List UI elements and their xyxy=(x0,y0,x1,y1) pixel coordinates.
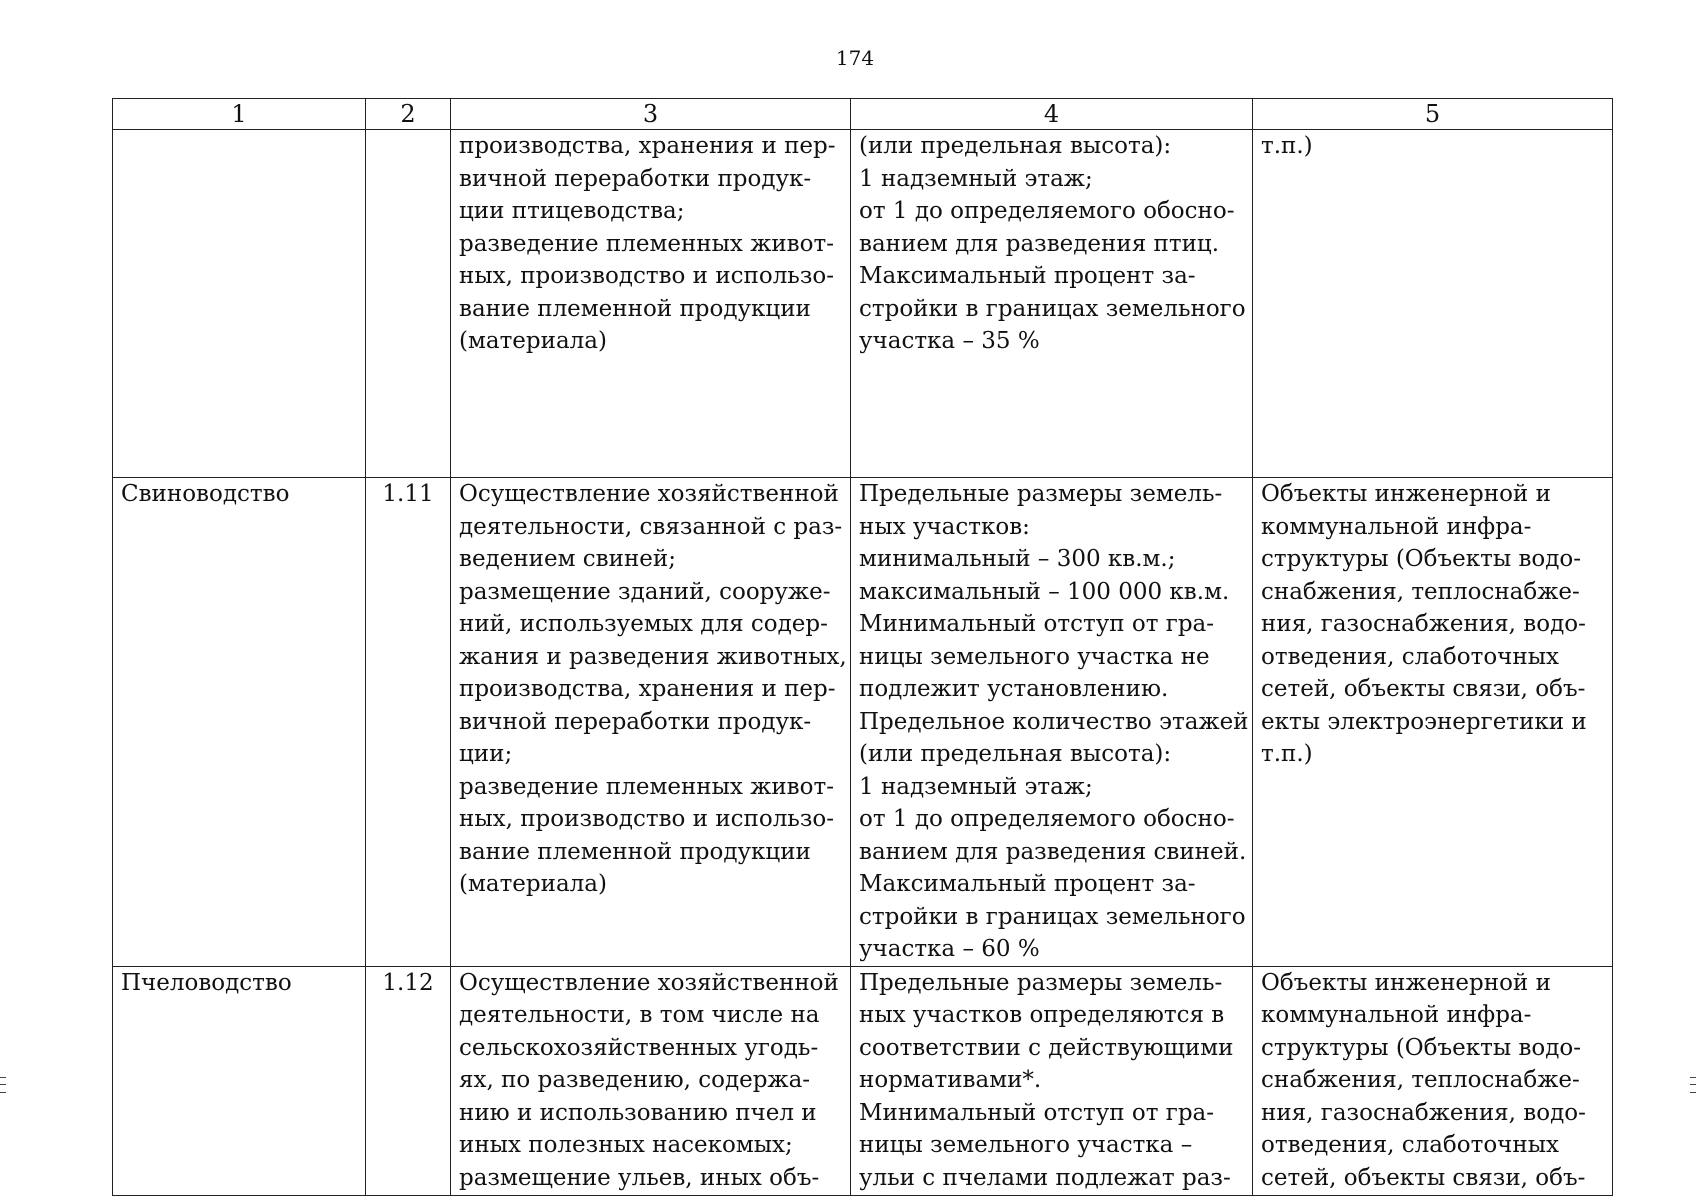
column-header-4: 4 xyxy=(851,99,1253,130)
zoning-regulations-table xyxy=(112,98,1613,1196)
text-line: (или предельная высота): xyxy=(859,741,1172,767)
text-line: стройки в границах земельного xyxy=(859,903,1246,930)
text-line: Осуществление хозяйственной xyxy=(459,969,839,996)
text-line: Максимальный процент за- xyxy=(859,871,1196,897)
text-line: (материала) xyxy=(459,328,607,354)
text-line: 1 надземный этаж; xyxy=(859,165,1093,192)
text-line: деятельности, связанной с раз- xyxy=(459,513,843,540)
text-line: отведения, слаботочных xyxy=(1261,1132,1559,1158)
text-line: ции птицеводства; xyxy=(459,198,685,224)
text-line: иных полезных насекомых; xyxy=(459,1132,793,1158)
land-use-description xyxy=(451,966,851,1195)
text-line: ных, производство и использо- xyxy=(459,263,834,289)
text-line: вичной переработки продук- xyxy=(459,165,812,192)
text-line: Предельные размеры земель- xyxy=(859,481,1223,507)
text-line: сельскохозяйственных угодь- xyxy=(459,1034,819,1061)
table-header-row xyxy=(113,99,1613,130)
text-line: Осуществление хозяйственной xyxy=(459,481,839,507)
text-line: ницы земельного участка не xyxy=(859,643,1210,670)
text-line: ульи с пчелами подлежат раз- xyxy=(859,1164,1231,1191)
text-line: подлежит установлению. xyxy=(859,676,1169,702)
text-line: разведение племенных живот- xyxy=(459,773,834,800)
text-line: (или предельная высота): xyxy=(859,133,1172,159)
text-line: вание племенной продукции xyxy=(459,295,811,322)
text-line: соответствии с действующими xyxy=(859,1034,1234,1061)
text-line: структуры (Объекты водо- xyxy=(1261,546,1582,572)
text-line: снабжения, теплоснабже- xyxy=(1261,578,1580,605)
text-line: сетей, объекты связи, объ- xyxy=(1261,1164,1586,1191)
ancillary-objects xyxy=(1253,130,1613,478)
text-line: сетей, объекты связи, объ- xyxy=(1261,676,1586,702)
text-line: Объекты инженерной и xyxy=(1261,481,1551,507)
text-line: деятельности, в том числе на xyxy=(459,1002,820,1028)
text-line: ных, производство и использо- xyxy=(459,806,834,832)
land-use-description xyxy=(451,130,851,478)
text-line: стройки в границах земельного xyxy=(859,295,1246,322)
column-header-1: 1 xyxy=(113,99,366,130)
text-line: коммунальной инфра- xyxy=(1261,1002,1532,1028)
page-number: 174 xyxy=(835,46,875,70)
text-line: размещение ульев, иных объ- xyxy=(459,1164,820,1191)
table-row-pig-farming xyxy=(113,478,1613,967)
land-use-code xyxy=(366,130,451,478)
text-line: от 1 до определяемого обосно- xyxy=(859,806,1235,832)
text-line: (материала) xyxy=(459,871,607,897)
text-line: вичной переработки продук- xyxy=(459,708,812,735)
text-line: ных участков: xyxy=(859,513,1030,540)
text-line: екты электроэнергетики и xyxy=(1261,708,1587,735)
text-line: участка – 35 % xyxy=(859,328,1040,354)
text-line: разведение племенных живот- xyxy=(459,230,834,257)
text-line: нию и использованию пчел и xyxy=(459,1099,817,1126)
text-line: т.п.) xyxy=(1261,741,1313,767)
text-line: Предельное количество этажей xyxy=(859,708,1249,735)
text-line: Предельные размеры земель- xyxy=(859,969,1223,996)
text-line: от 1 до определяемого обосно- xyxy=(859,198,1235,224)
text-line: размещение зданий, сооруже- xyxy=(459,578,831,605)
text-line: снабжения, теплоснабже- xyxy=(1261,1067,1580,1093)
text-line: производства, хранения и пер- xyxy=(459,676,836,702)
text-line: вание племенной продукции xyxy=(459,838,811,865)
text-line: ванием для разведения свиней. xyxy=(859,838,1247,865)
text-line: структуры (Объекты водо- xyxy=(1261,1034,1582,1061)
column-header-2: 2 xyxy=(366,99,451,130)
table-row-beekeeping xyxy=(113,966,1613,1195)
text-line: жания и разведения животных, xyxy=(459,643,847,670)
scan-edge-mark-right xyxy=(1690,1077,1696,1093)
land-use-name xyxy=(113,130,366,478)
land-use-code: 1.11 xyxy=(366,478,451,967)
land-use-code: 1.12 xyxy=(366,966,451,1195)
text-line: отведения, слаботочных xyxy=(1261,643,1559,670)
table-row-continuation xyxy=(113,130,1613,478)
text-line: ния, газоснабжения, водо- xyxy=(1261,1099,1586,1126)
text-line: ведением свиней; xyxy=(459,546,676,572)
text-line: ницы земельного участка – xyxy=(859,1132,1193,1158)
text-line: ний, используемых для содер- xyxy=(459,611,828,637)
land-use-name: Свиноводство xyxy=(113,478,366,967)
land-parameters xyxy=(851,478,1253,967)
text-line: т.п.) xyxy=(1261,133,1313,159)
column-header-3: 3 xyxy=(451,99,851,130)
ancillary-objects xyxy=(1253,478,1613,967)
land-use-name: Пчеловодство xyxy=(113,966,366,1195)
text-line: 1 надземный этаж; xyxy=(859,773,1093,800)
text-line: ции; xyxy=(459,741,513,767)
text-line: Минимальный отступ от гра- xyxy=(859,1099,1215,1126)
text-line: Минимальный отступ от гра- xyxy=(859,611,1215,637)
text-line: производства, хранения и пер- xyxy=(459,133,836,159)
text-line: Объекты инженерной и xyxy=(1261,969,1551,996)
land-use-description xyxy=(451,478,851,967)
land-parameters xyxy=(851,966,1253,1195)
text-line: коммунальной инфра- xyxy=(1261,513,1532,540)
text-line: нормативами*. xyxy=(859,1067,1042,1093)
text-line: ния, газоснабжения, водо- xyxy=(1261,611,1586,637)
column-header-5: 5 xyxy=(1253,99,1613,130)
text-line: Максимальный процент за- xyxy=(859,263,1196,289)
text-line: максимальный – 100 000 кв.м. xyxy=(859,578,1230,605)
text-line: ванием для разведения птиц. xyxy=(859,230,1220,257)
text-line: участка – 60 % xyxy=(859,936,1040,962)
text-line: минимальный – 300 кв.м.; xyxy=(859,546,1176,572)
text-line: ях, по разведению, содержа- xyxy=(459,1067,811,1093)
ancillary-objects xyxy=(1253,966,1613,1195)
text-line: ных участков определяются в xyxy=(859,1002,1225,1028)
scan-edge-mark-left xyxy=(0,1077,6,1093)
land-parameters xyxy=(851,130,1253,478)
